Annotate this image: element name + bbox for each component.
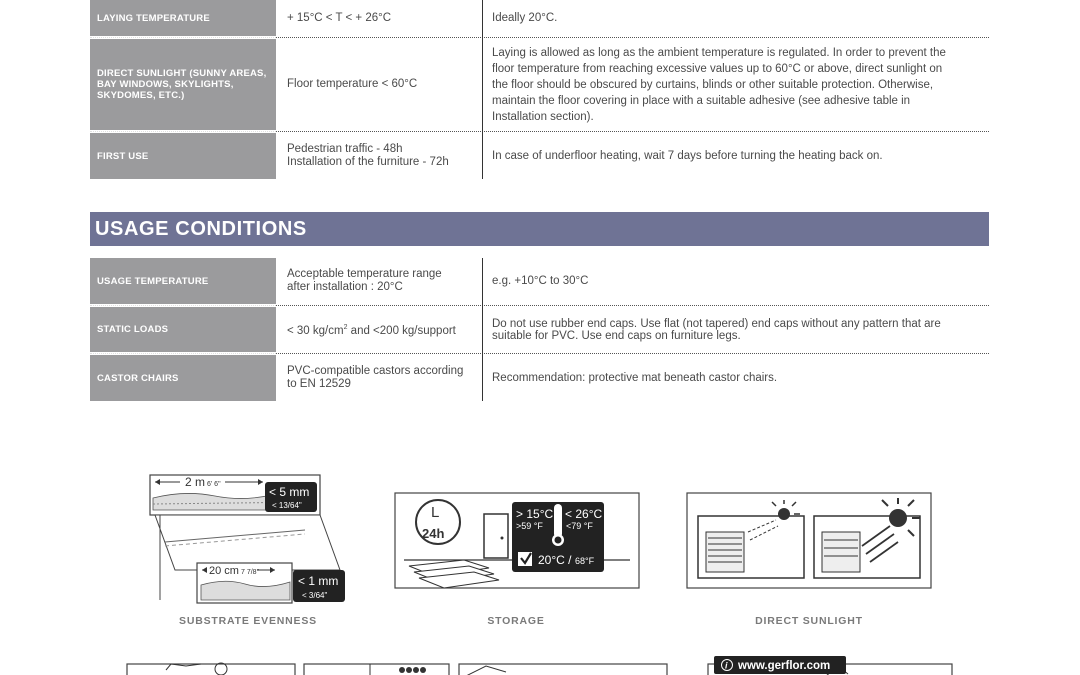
row-note: Ideally 20°C. [492, 12, 558, 24]
row-note: Recommendation: protective mat beneath castor chairs. [492, 372, 778, 384]
max-temp-c: < 26°C [565, 507, 603, 521]
row-label: LAYING TEMPERATURE [90, 0, 276, 36]
door-icon [484, 514, 508, 558]
row-divider [90, 37, 276, 38]
row-note: Do not use rubber end caps. Use flat (not tapered) end caps without any pattern that are suitable for PVC. Use end caps on furniture legs. [492, 317, 941, 342]
info-icon: i [725, 660, 728, 671]
table-row-direct-sunlight [90, 39, 989, 130]
length-label: 2 m [185, 475, 206, 489]
substrate-evenness-illustration [145, 470, 355, 610]
length-label: 20 cm [209, 565, 239, 577]
row-value: PVC-compatible castors according to EN 12529 [287, 365, 464, 390]
caption-storage: STORAGE [487, 615, 545, 627]
row-value: Pedestrian traffic - 48h Installation of the furniture - 72h [287, 143, 449, 168]
row-divider [276, 305, 989, 306]
row-note: Laying is allowed as long as the ambient temperature is regulated. In order to prevent the floor temperature from reaching excessive values up to 60°C or above, direct sunlight on the floor should be obscured by curtains, blinds or other suitable protection. Otherwise, maintain the floor covering in place with a suitable adhesive (see adhesive table in Installation section). [492, 46, 946, 123]
website-badge [714, 656, 846, 674]
caption-direct-sunlight: DIRECT SUNLIGHT [755, 615, 863, 627]
ideal-temp-c: 20°C / [538, 553, 572, 567]
row-value [287, 307, 477, 352]
window-blinds-closed-icon [698, 516, 804, 578]
section-title-usage-conditions: USAGE CONDITIONS [90, 212, 989, 246]
laying-conditions-table [90, 0, 989, 180]
storage-illustration [394, 492, 640, 590]
tolerance-label: < 1 mm [298, 574, 339, 588]
column-divider [482, 0, 483, 179]
caption-substrate-evenness: SUBSTRATE EVENNESS [179, 615, 317, 627]
table-row-first-use [90, 133, 989, 179]
clock-icon [416, 500, 460, 544]
table-row-usage-temperature [90, 258, 989, 304]
row-divider [90, 353, 276, 354]
length-imperial-label: 7 7/8" [241, 569, 260, 576]
clock-letter: L [431, 504, 440, 521]
row-label: FIRST USE [90, 133, 276, 179]
row-divider [90, 305, 276, 306]
row-label: DIRECT SUNLIGHT (SUNNY AREAS, BAY WINDOWS, SKYLIGHTS, SKYDOMES, ETC.) [90, 39, 276, 130]
length-imperial-label: 6' 6" [207, 481, 221, 488]
row-label: CASTOR CHAIRS [90, 355, 276, 401]
table-row-static-loads [90, 307, 989, 352]
direct-sunlight-illustration [686, 492, 932, 590]
row-divider [276, 37, 989, 38]
row-divider [276, 131, 989, 132]
ideal-temp-f: 68°F [575, 556, 595, 566]
row-value: Acceptable temperature range after installation : 20°C [287, 268, 442, 293]
usage-conditions-table [90, 258, 989, 401]
bottom-illustrations-row [126, 656, 956, 675]
row-note: In case of underfloor heating, wait 7 days before turning the heating back on. [492, 150, 883, 162]
tolerance-imperial-label: < 13/64" [272, 501, 302, 510]
min-temp-c: > 15°C [516, 507, 554, 521]
row-label: USAGE TEMPERATURE [90, 258, 276, 304]
row-divider [276, 353, 989, 354]
min-temp-f: >59 °F [516, 521, 543, 531]
table-row-castor-chairs [90, 355, 989, 401]
website-url: www.gerflor.com [738, 660, 831, 672]
table-row-laying-temperature [90, 0, 989, 36]
value-text: and <200 kg/support [347, 324, 456, 337]
window-blinds-open-icon [814, 516, 920, 578]
row-divider [90, 131, 276, 132]
row-value: + 15°C < T < + 26°C [287, 11, 392, 24]
column-divider [482, 258, 483, 401]
row-note: e.g. +10°C to 30°C [492, 275, 589, 287]
tolerance-label: < 5 mm [269, 485, 310, 499]
value-text: < 30 kg/cm [287, 324, 344, 337]
row-label: STATIC LOADS [90, 307, 276, 352]
max-temp-f: <79 °F [566, 521, 593, 531]
row-value: Floor temperature < 60°C [287, 78, 418, 90]
storage-hours: 24h [422, 526, 445, 541]
superscript: 2 [343, 324, 348, 332]
tolerance-imperial-label: < 3/64" [302, 591, 328, 600]
temperature-panel [512, 502, 604, 572]
